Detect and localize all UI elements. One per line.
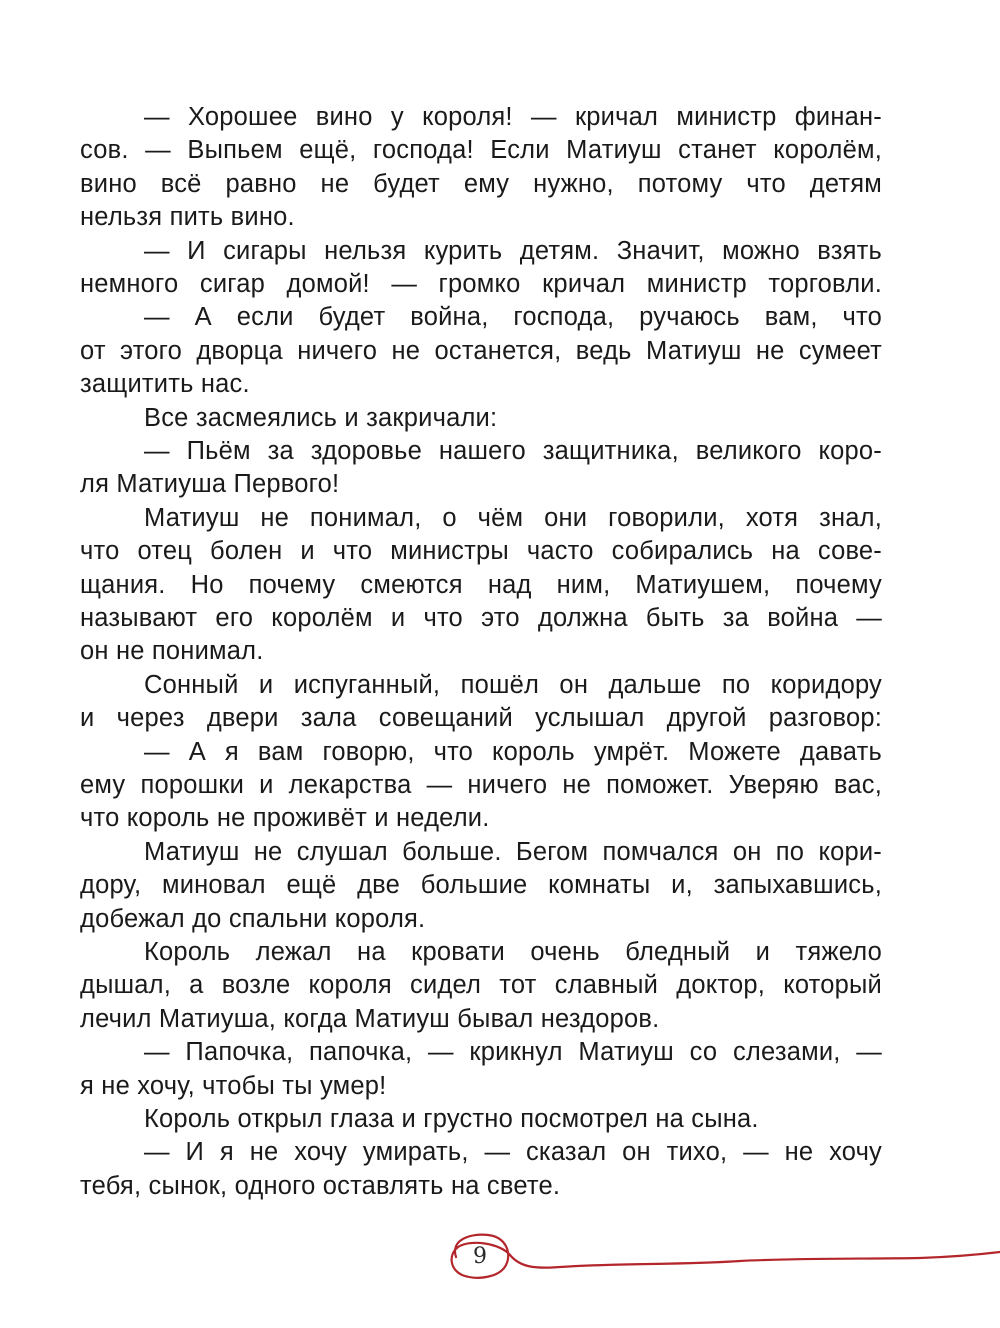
text-line: — И я не хочу умирать, — сказал он тихо, — не хочу [144, 1138, 882, 1167]
text-line: немного сигар домой! — громко кричал министр торговли. [80, 270, 882, 298]
text-line: я не хочу, чтобы ты умер! [80, 1071, 387, 1100]
text-line: дышал, а возле короля сидел тот славный доктор, который [80, 971, 882, 1000]
text-line: добежал до спальни короля. [80, 904, 426, 933]
text-line: и через двери зала совещаний услышал другой разговор: [80, 704, 882, 733]
text-line: сов. — Выпьем ещё, господа! Если Матиуш станет королём, [80, 136, 882, 165]
text-line: нельзя пить вино. [80, 203, 295, 232]
text-line: — Хорошее вино у короля! — кричал министр финан- [144, 103, 882, 131]
red-thread-line [452, 1235, 1000, 1278]
text-line: — А если будет война, господа, ручаюсь вам, что [144, 303, 882, 332]
text-line: защитить нас. [80, 370, 250, 399]
text-line: Матиуш не слушал больше. Бегом помчался он по кори- [144, 837, 882, 866]
text-line: ему порошки и лекарства — ничего не поможет. Уверяю вас, [80, 771, 882, 799]
text-line: Все засмеялись и закричали: [144, 403, 498, 432]
text-line: Король лежал на кровати очень бледный и тяжело [144, 938, 882, 966]
text-line: называют его королём и что это должна быть за война — [80, 604, 882, 632]
text-line: ля Матиуша Первого! [80, 470, 340, 499]
text-line: — И сигары нельзя курить детям. Значит, можно взять [144, 236, 882, 265]
text-line: тебя, сынок, одного оставлять на свете. [80, 1171, 561, 1200]
text-line: — А я вам говорю, что король умрёт. Можете давать [144, 737, 882, 766]
text-line: Сонный и испуганный, пошёл он дальше по коридору [144, 670, 882, 699]
text-line: вино всё равно не будет ему нужно, потому что детям [80, 169, 882, 198]
text-line: Король открыл глаза и грустно посмотрел на сына. [144, 1105, 759, 1133]
text-line: лечил Матиуша, когда Матиуш бывал нездоров. [80, 1004, 660, 1033]
text-line: дору, миновал ещё две большие комнаты и, запыхавшись, [80, 871, 882, 900]
text-line: он не понимал. [80, 637, 264, 666]
page-number-ornament [0, 1225, 1000, 1295]
text-line: что король не проживёт и недели. [80, 804, 490, 833]
text-line: — Папочка, папочка, — крикнул Матиуш со слезами, — [144, 1038, 882, 1067]
text-line: Матиуш не понимал, о чём они говорили, хотя знал, [144, 503, 882, 532]
page-number: 9 [473, 1244, 487, 1269]
text-line: — Пьём за здоровье нашего защитника, великого коро- [144, 437, 882, 465]
text-line: что отец болен и что министры часто собирались на сове- [80, 537, 882, 566]
text-line: щания. Но почему смеются над ним, Матиушем, почему [80, 570, 882, 599]
text-line: от этого дворца ничего не останется, ведь Матиуш не сумеет [80, 336, 882, 365]
